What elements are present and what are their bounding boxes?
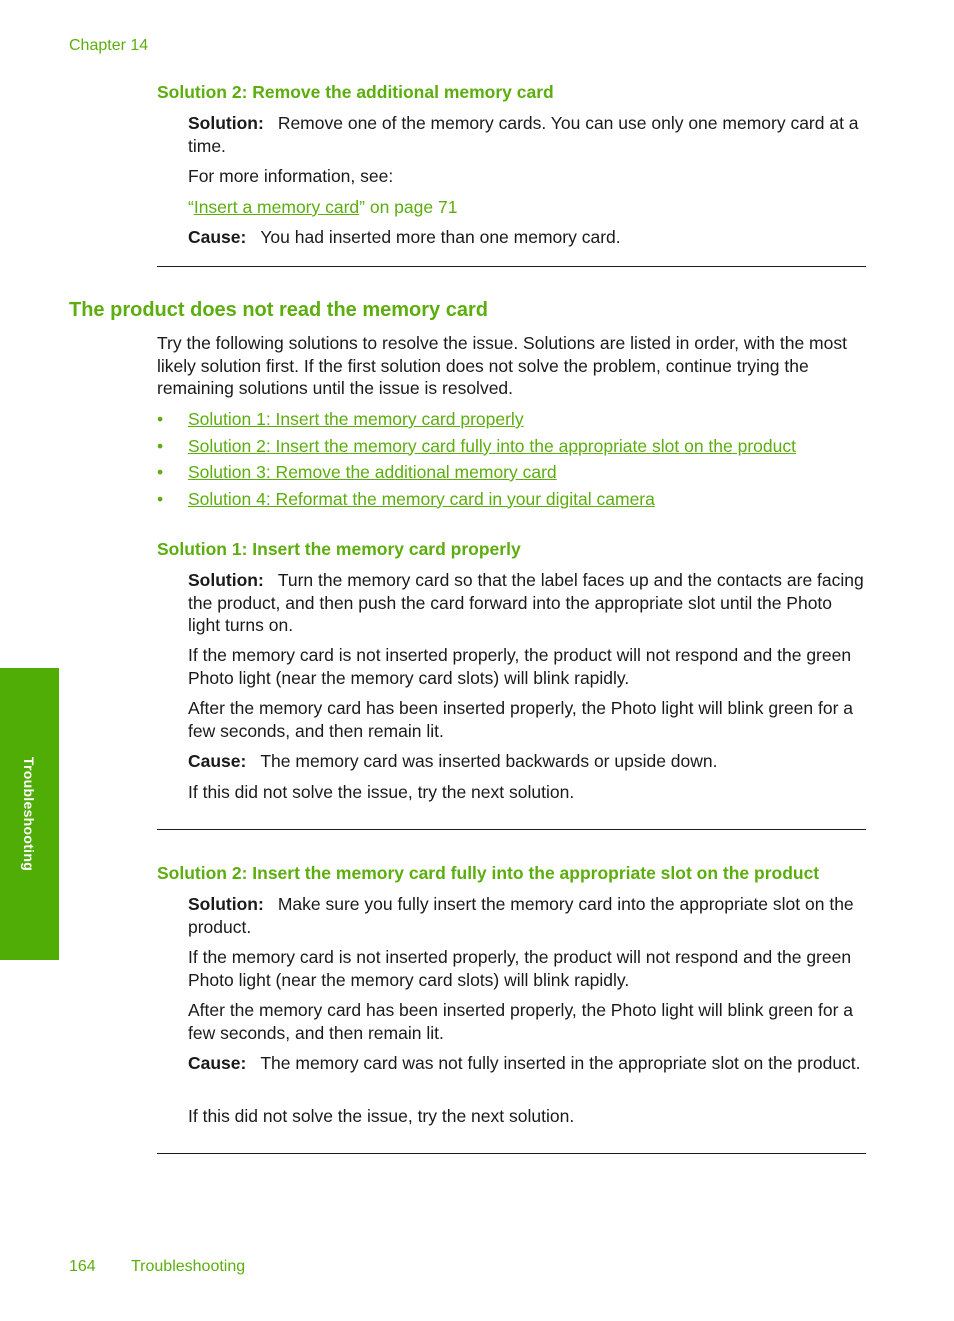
list-item	[157, 461, 796, 488]
solution-4-link[interactable]: Solution 4: Reformat the memory card in your digital camera	[188, 488, 655, 509]
cross-reference	[188, 196, 457, 219]
next-solution-text: If this did not solve the issue, try the next solution.	[188, 782, 575, 802]
cause-text: The memory card was not fully inserted in the appropriate slot on the product.	[260, 1053, 861, 1073]
body-paragraph: After the memory card has been inserted properly, the Photo light will blink green for a few seconds, and then remain lit.	[188, 1000, 854, 1043]
bullet-icon: •	[157, 435, 164, 456]
cause-paragraph	[188, 226, 621, 249]
more-info-text: For more information, see:	[188, 166, 394, 186]
divider	[157, 1153, 866, 1154]
footer-section: Troubleshooting	[131, 1258, 246, 1275]
list-item	[157, 488, 796, 515]
solution-label: Solution:	[188, 113, 264, 133]
insert-memory-card-link[interactable]: Insert a memory card	[193, 197, 360, 217]
quote-mark: “	[188, 197, 194, 217]
side-tab	[0, 668, 59, 960]
divider	[157, 266, 866, 267]
solution-paragraph	[188, 893, 868, 938]
next-solution-text: If this did not solve the issue, try the next solution.	[188, 1106, 575, 1126]
solution-list	[157, 408, 796, 514]
solution-3-link[interactable]: Solution 3: Remove the additional memory card	[188, 462, 557, 482]
cause-label: Cause:	[188, 1053, 247, 1073]
solution-label: Solution:	[188, 570, 264, 590]
page-reference: ” on page 71	[359, 197, 458, 217]
body-paragraph: If the memory card is not inserted properly, the product will not respond and the green Photo light (near the memory card slots) will blink rapidly.	[188, 947, 852, 990]
list-item	[157, 408, 796, 435]
chapter-label: Chapter 14	[69, 37, 149, 54]
solution-paragraph	[188, 569, 868, 637]
section-heading: Solution 2: Remove the additional memory card	[157, 82, 554, 102]
bullet-icon: •	[157, 409, 164, 429]
list-item	[157, 435, 796, 462]
topic-heading: The product does not read the memory card	[69, 299, 488, 321]
solution-label: Solution:	[188, 894, 264, 914]
solution-text: Turn the memory card so that the label faces up and the contacts are facing the product, and then push the card forward into the appropriate slot until the Photo light turns on.	[188, 570, 864, 635]
cause-text: You had inserted more than one memory card.	[260, 227, 621, 247]
solution-2-link[interactable]: Solution 2: Insert the memory card fully into the appropriate slot on the product	[188, 435, 796, 456]
solution-text: Remove one of the memory cards. You can use only one memory card at a time.	[188, 113, 859, 156]
body-paragraph: If the memory card is not inserted properly, the product will not respond and the green Photo light (near the memory card slots) will blink rapidly.	[188, 645, 852, 688]
bullet-icon: •	[157, 462, 164, 482]
cause-paragraph	[188, 750, 868, 773]
cause-paragraph	[188, 1052, 868, 1075]
solution-1-heading: Solution 1: Insert the memory card properly	[157, 539, 521, 559]
intro-paragraph: Try the following solutions to resolve the issue. Solutions are listed in order, with the most likely solution first. If the first solution does not solve the problem, continue trying the remaining solutions until the issue is resolved.	[157, 333, 847, 398]
solution-paragraph	[188, 112, 868, 157]
body-paragraph: After the memory card has been inserted properly, the Photo light will blink green for a few seconds, and then remain lit.	[188, 698, 854, 741]
cause-label: Cause:	[188, 751, 247, 771]
bullet-icon: •	[157, 488, 164, 509]
divider	[157, 829, 866, 830]
page-number: 164	[69, 1258, 96, 1275]
solution-1-link[interactable]: Solution 1: Insert the memory card properly	[188, 409, 524, 429]
cause-label: Cause:	[188, 227, 247, 247]
solution-text: Make sure you fully insert the memory card into the appropriate slot on the product.	[188, 894, 854, 937]
cause-text: The memory card was inserted backwards or upside down.	[260, 751, 718, 771]
side-tab-label: Troubleshooting	[21, 756, 37, 872]
solution-2-heading: Solution 2: Insert the memory card fully into the appropriate slot on the product	[157, 863, 820, 883]
